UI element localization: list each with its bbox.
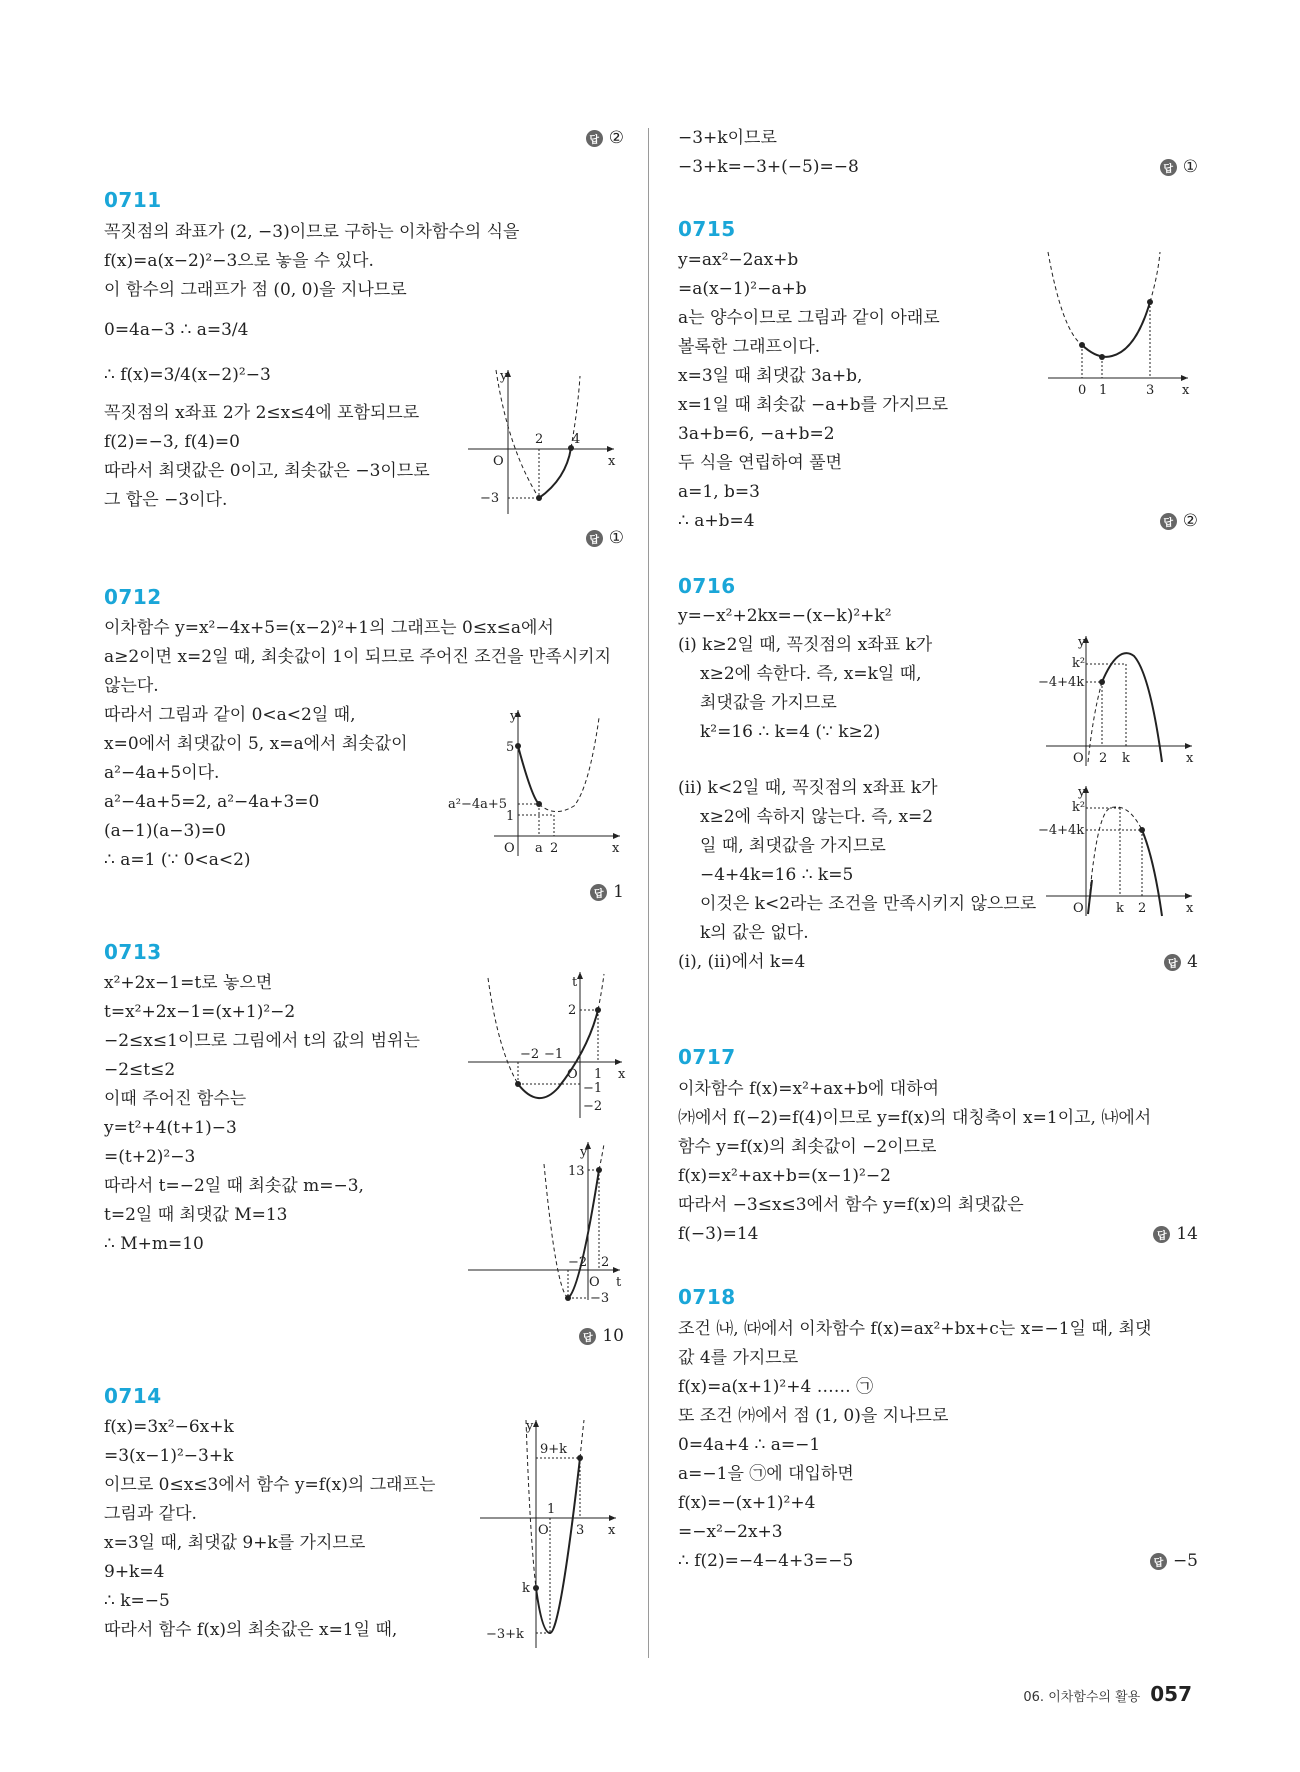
text-line: 일 때, 최댓값을 가지므로 bbox=[700, 836, 886, 856]
text-line: x²+2x−1=t로 놓으면 bbox=[104, 973, 273, 993]
answer-value: 10 bbox=[602, 1326, 624, 1346]
text-line: ∴ f(2)=−4−4+3=−5 bbox=[678, 1551, 854, 1571]
graph-0716-a bbox=[1038, 634, 1198, 768]
text-line: y=t²+4(t+1)−3 bbox=[104, 1118, 237, 1138]
text-line: a=1, b=3 bbox=[678, 482, 760, 502]
tick-label-neg2: −2 bbox=[568, 1255, 588, 1270]
text-line: −2≤t≤2 bbox=[104, 1060, 176, 1080]
text-line: 이 함수의 그래프가 점 (0, 0)을 지나므로 bbox=[104, 280, 407, 300]
answer-badge: 답 bbox=[1160, 159, 1177, 176]
text-line: 따라서 −3≤x≤3에서 함수 y=f(x)의 최댓값은 bbox=[678, 1195, 1024, 1215]
text-line: 따라서 함수 f(x)의 최솟값은 x=1일 때, bbox=[104, 1620, 398, 1640]
text-line: t=2일 때 최댓값 M=13 bbox=[104, 1205, 288, 1225]
answer-value: 1 bbox=[613, 882, 624, 902]
origin-label: O bbox=[567, 1067, 578, 1082]
tick-label-4k: −4+4k bbox=[1038, 823, 1085, 838]
answer-badge: 답 bbox=[579, 1328, 596, 1345]
text-line: t=x²+2x−1=(x+1)²−2 bbox=[104, 1002, 296, 1022]
graph-0713-a bbox=[468, 970, 628, 1120]
tick-label-2: 2 bbox=[550, 841, 559, 856]
answer-badge: 답 bbox=[1160, 513, 1177, 530]
text-line: k²=16 ∴ k=4 (∵ k≥2) bbox=[700, 722, 881, 742]
text-line: f(x)=a(x+1)²+4 …… ㉠ bbox=[678, 1377, 874, 1397]
tick-label-1: 1 bbox=[547, 1502, 556, 1517]
tick-label-4k: −4+4k bbox=[1038, 675, 1085, 690]
axis-label-y: y bbox=[526, 1419, 534, 1434]
axis-label-x: x bbox=[612, 841, 620, 856]
text-line: 그 합은 −3이다. bbox=[104, 490, 228, 510]
origin-label: O bbox=[1073, 751, 1084, 766]
text-line: 최댓값을 가지므로 bbox=[700, 693, 837, 713]
axis-label-x: x bbox=[618, 1067, 626, 1082]
answer-badge: 답 bbox=[590, 884, 607, 901]
tick-label-1: 1 bbox=[594, 1067, 603, 1082]
text-line: 이때 주어진 함수는 bbox=[104, 1089, 247, 1109]
tick-label-t-neg2: −2 bbox=[583, 1099, 603, 1114]
text-line: f(x)=a(x−2)²−3으로 놓을 수 있다. bbox=[104, 251, 374, 271]
axis-label-t: t bbox=[572, 975, 578, 990]
text-line: ∴ a+b=4 bbox=[678, 511, 755, 531]
problem-number-0716: 0716 bbox=[678, 574, 736, 598]
text-line: ∴ f(x)=3/4(x−2)²−3 bbox=[104, 365, 271, 385]
text-line: 두 식을 연립하여 풀면 bbox=[678, 453, 843, 473]
graph-0711 bbox=[468, 368, 618, 516]
problem-number-0711: 0711 bbox=[104, 188, 162, 212]
text-line: 조건 ㈏, ㈐에서 이차함수 f(x)=ax²+bx+c는 x=−1일 때, 최댓 bbox=[678, 1319, 1152, 1339]
axis-label-y: y bbox=[510, 709, 518, 724]
axis-label-x: x bbox=[608, 454, 616, 469]
answer-0715 bbox=[1160, 511, 1198, 531]
text-line: (a−1)(a−3)=0 bbox=[104, 821, 226, 841]
text-line: 꼭짓점의 좌표가 (2, −3)이므로 구하는 이차함수의 식을 bbox=[104, 222, 520, 242]
answer-0712 bbox=[590, 882, 624, 902]
text-line: a²−4a+5이다. bbox=[104, 763, 220, 783]
text-line: 이차함수 y=x²−4x+5=(x−2)²+1의 그래프는 0≤x≤a에서 bbox=[104, 618, 554, 638]
answer-value: 14 bbox=[1176, 1224, 1198, 1244]
axis-label-x: x bbox=[1186, 901, 1194, 916]
tick-label-4: 4 bbox=[572, 432, 581, 447]
page-footer bbox=[1023, 1682, 1192, 1706]
answer-0718 bbox=[1150, 1551, 1198, 1571]
text-line: =a(x−1)²−a+b bbox=[678, 279, 807, 299]
text-line: x≥2에 속한다. 즉, x=k일 때, bbox=[700, 664, 922, 684]
answer-badge: 답 bbox=[586, 130, 603, 147]
graph-0716-b bbox=[1038, 784, 1198, 918]
text-line: 이것은 k<2라는 조건을 만족시키지 않으므로 bbox=[700, 894, 1037, 914]
text-line: =(t+2)²−3 bbox=[104, 1147, 196, 1167]
tick-label-k: k bbox=[1116, 901, 1124, 916]
answer-badge: 답 bbox=[1153, 1226, 1170, 1243]
text-line: f(2)=−3, f(4)=0 bbox=[104, 432, 240, 452]
answer-0717 bbox=[1153, 1224, 1198, 1244]
answer-badge: 답 bbox=[1150, 1553, 1167, 1570]
text-line: a≥2이면 x=2일 때, 최솟값이 1이 되므로 주어진 조건을 만족시키지 bbox=[104, 647, 611, 667]
tick-label-k: k bbox=[1122, 751, 1130, 766]
tick-label-2: 2 bbox=[1099, 751, 1108, 766]
problem-number-0713: 0713 bbox=[104, 940, 162, 964]
text-line: f(x)=3x²−6x+k bbox=[104, 1417, 234, 1437]
graph-0712 bbox=[444, 708, 624, 858]
answer-value: −5 bbox=[1172, 1551, 1198, 1571]
text-line: y=ax²−2ax+b bbox=[678, 250, 799, 270]
axis-label-y: y bbox=[500, 369, 508, 384]
text-line: (ⅰ), (ⅱ)에서 k=4 bbox=[678, 952, 806, 972]
answer-badge: 답 bbox=[586, 530, 603, 547]
answer-badge: 답 bbox=[1164, 954, 1181, 971]
answer-value: ② bbox=[608, 128, 624, 148]
tick-label-0: 0 bbox=[1078, 383, 1087, 398]
tick-label-13: 13 bbox=[568, 1164, 585, 1179]
text-line: 그림과 같다. bbox=[104, 1504, 197, 1524]
origin-label: O bbox=[538, 1523, 549, 1538]
text-line: ㈎에서 f(−2)=f(4)이므로 y=f(x)의 대칭축이 x=1이고, ㈏에서 bbox=[678, 1108, 1152, 1128]
answer-value: ① bbox=[1182, 157, 1198, 177]
text-line: f(x)=−(x+1)²+4 bbox=[678, 1493, 816, 1513]
tick-label-2: 2 bbox=[535, 432, 544, 447]
tick-label-3: 3 bbox=[1146, 383, 1155, 398]
tick-label-k2: k² bbox=[1072, 800, 1086, 815]
text-line: 않는다. bbox=[104, 676, 159, 696]
text-line: 볼록한 그래프이다. bbox=[678, 337, 821, 357]
tick-label-a: a bbox=[535, 841, 543, 856]
answer-0716 bbox=[1164, 952, 1198, 972]
text-line: y=−x²+2kx=−(x−k)²+k² bbox=[678, 606, 892, 626]
tick-label-2: 2 bbox=[568, 1003, 577, 1018]
origin-label: O bbox=[504, 841, 515, 856]
answer-0713 bbox=[579, 1326, 624, 1346]
text-line: 따라서 최댓값은 0이고, 최솟값은 −3이므로 bbox=[104, 461, 430, 481]
axis-label-y: y bbox=[580, 1145, 588, 1160]
problem-number-0712: 0712 bbox=[104, 585, 162, 609]
text-line: −4+4k=16 ∴ k=5 bbox=[700, 865, 854, 885]
tick-label-9k: 9+k bbox=[540, 1442, 568, 1457]
text-line: 따라서 t=−2일 때 최솟값 m=−3, bbox=[104, 1176, 364, 1196]
axis-label-x: x bbox=[1182, 383, 1190, 398]
text-line: f(x)=x²+ax+b=(x−1)²−2 bbox=[678, 1166, 891, 1186]
column-divider bbox=[648, 128, 649, 1658]
text-line: =3(x−1)²−3+k bbox=[104, 1446, 234, 1466]
text-line: 함수 y=f(x)의 최솟값이 −2이므로 bbox=[678, 1137, 937, 1157]
text-line: x=3일 때 최댓값 3a+b, bbox=[678, 366, 863, 386]
text-line: ∴ M+m=10 bbox=[104, 1234, 204, 1254]
text-line: −3+k=−3+(−5)=−8 bbox=[678, 157, 859, 177]
tick-label-5: 5 bbox=[506, 740, 515, 755]
graph-0714 bbox=[480, 1418, 620, 1650]
tick-label-1: 1 bbox=[506, 809, 515, 824]
tick-label-2: 2 bbox=[1138, 901, 1147, 916]
tick-label-1: 1 bbox=[1099, 383, 1108, 398]
text-line: =−x²−2x+3 bbox=[678, 1522, 783, 1542]
text-line: ∴ a=1 (∵ 0<a<2) bbox=[104, 850, 251, 870]
chapter-title: 06. 이차함수의 활용 bbox=[1023, 1690, 1141, 1705]
text-line: a=−1을 ㉠에 대입하면 bbox=[678, 1464, 854, 1484]
text-line: 꼭짓점의 x좌표 2가 2≤x≤4에 포함되므로 bbox=[104, 403, 420, 423]
problem-number-0714: 0714 bbox=[104, 1384, 162, 1408]
origin-label: O bbox=[1073, 901, 1084, 916]
axis-label-x: x bbox=[1186, 751, 1194, 766]
text-line: 값 4를 가지므로 bbox=[678, 1348, 799, 1368]
text-line: (ⅱ) k<2일 때, 꼭짓점의 x좌표 k가 bbox=[678, 778, 938, 798]
answer-value: ① bbox=[608, 528, 624, 548]
text-line: 이차함수 f(x)=x²+ax+b에 대하여 bbox=[678, 1079, 940, 1099]
tick-label-min: −3+k bbox=[486, 1627, 524, 1642]
tick-label-2: 2 bbox=[601, 1255, 610, 1270]
tick-label-3: 3 bbox=[576, 1523, 585, 1538]
problem-number-0717: 0717 bbox=[678, 1045, 736, 1069]
text-line: −2≤x≤1이므로 그림에서 t의 값의 범위는 bbox=[104, 1031, 420, 1051]
answer-0714 bbox=[1160, 157, 1198, 177]
text-line: 따라서 그림과 같이 0<a<2일 때, bbox=[104, 705, 356, 725]
axis-label-y: y bbox=[1078, 635, 1086, 650]
text-line: k의 값은 없다. bbox=[700, 923, 809, 943]
tick-label-neg2: −2 bbox=[520, 1047, 540, 1062]
answer-value: 4 bbox=[1187, 952, 1198, 972]
origin-label: O bbox=[493, 454, 504, 469]
answer-0711 bbox=[586, 528, 624, 548]
axis-label-t: t bbox=[616, 1275, 622, 1290]
text-line: a²−4a+5=2, a²−4a+3=0 bbox=[104, 792, 320, 812]
problem-number-0715: 0715 bbox=[678, 217, 736, 241]
text-line: x=3일 때, 최댓값 9+k를 가지므로 bbox=[104, 1533, 366, 1553]
graph-0713-b bbox=[468, 1140, 628, 1305]
tick-label-k2: k² bbox=[1072, 656, 1086, 671]
tick-label-t-neg1: −1 bbox=[583, 1081, 603, 1096]
answer-value: ② bbox=[1182, 511, 1198, 531]
text-line: x≥2에 속하지 않는다. 즉, x=2 bbox=[700, 807, 934, 827]
axis-label-x: x bbox=[608, 1523, 616, 1538]
text-line: x=0에서 최댓값이 5, x=a에서 최솟값이 bbox=[104, 734, 408, 754]
text-line: −3+k이므로 bbox=[678, 128, 777, 148]
tick-label-neg3: −3 bbox=[480, 491, 500, 506]
text-line: 3a+b=6, −a+b=2 bbox=[678, 424, 835, 444]
graph-0715 bbox=[1048, 250, 1194, 400]
text-line: ∴ k=−5 bbox=[104, 1591, 170, 1611]
text-line: 또 조건 ㈎에서 점 (1, 0)을 지나므로 bbox=[678, 1406, 949, 1426]
text-line: x=1일 때 최솟값 −a+b를 가지므로 bbox=[678, 395, 948, 415]
text-line: a는 양수이므로 그림과 같이 아래로 bbox=[678, 308, 940, 328]
text-line: 9+k=4 bbox=[104, 1562, 165, 1582]
text-line: f(−3)=14 bbox=[678, 1224, 759, 1244]
text-line: 이므로 0≤x≤3에서 함수 y=f(x)의 그래프는 bbox=[104, 1475, 436, 1495]
tick-label-min: a²−4a+5 bbox=[448, 797, 508, 812]
text-line: 0=4a+4 ∴ a=−1 bbox=[678, 1435, 821, 1455]
text-line: (ⅰ) k≥2일 때, 꼭짓점의 x좌표 k가 bbox=[678, 635, 933, 655]
origin-label: O bbox=[589, 1275, 600, 1290]
tick-label-k: k bbox=[522, 1581, 530, 1596]
page-number: 057 bbox=[1150, 1682, 1192, 1706]
answer-0710 bbox=[586, 128, 624, 148]
problem-number-0718: 0718 bbox=[678, 1285, 736, 1309]
axis-label-y: y bbox=[1078, 785, 1086, 800]
text-line: 0=4a−3 ∴ a=3/4 bbox=[104, 320, 249, 340]
tick-label-neg3: −3 bbox=[590, 1291, 610, 1306]
tick-label-neg1: −1 bbox=[544, 1047, 564, 1062]
